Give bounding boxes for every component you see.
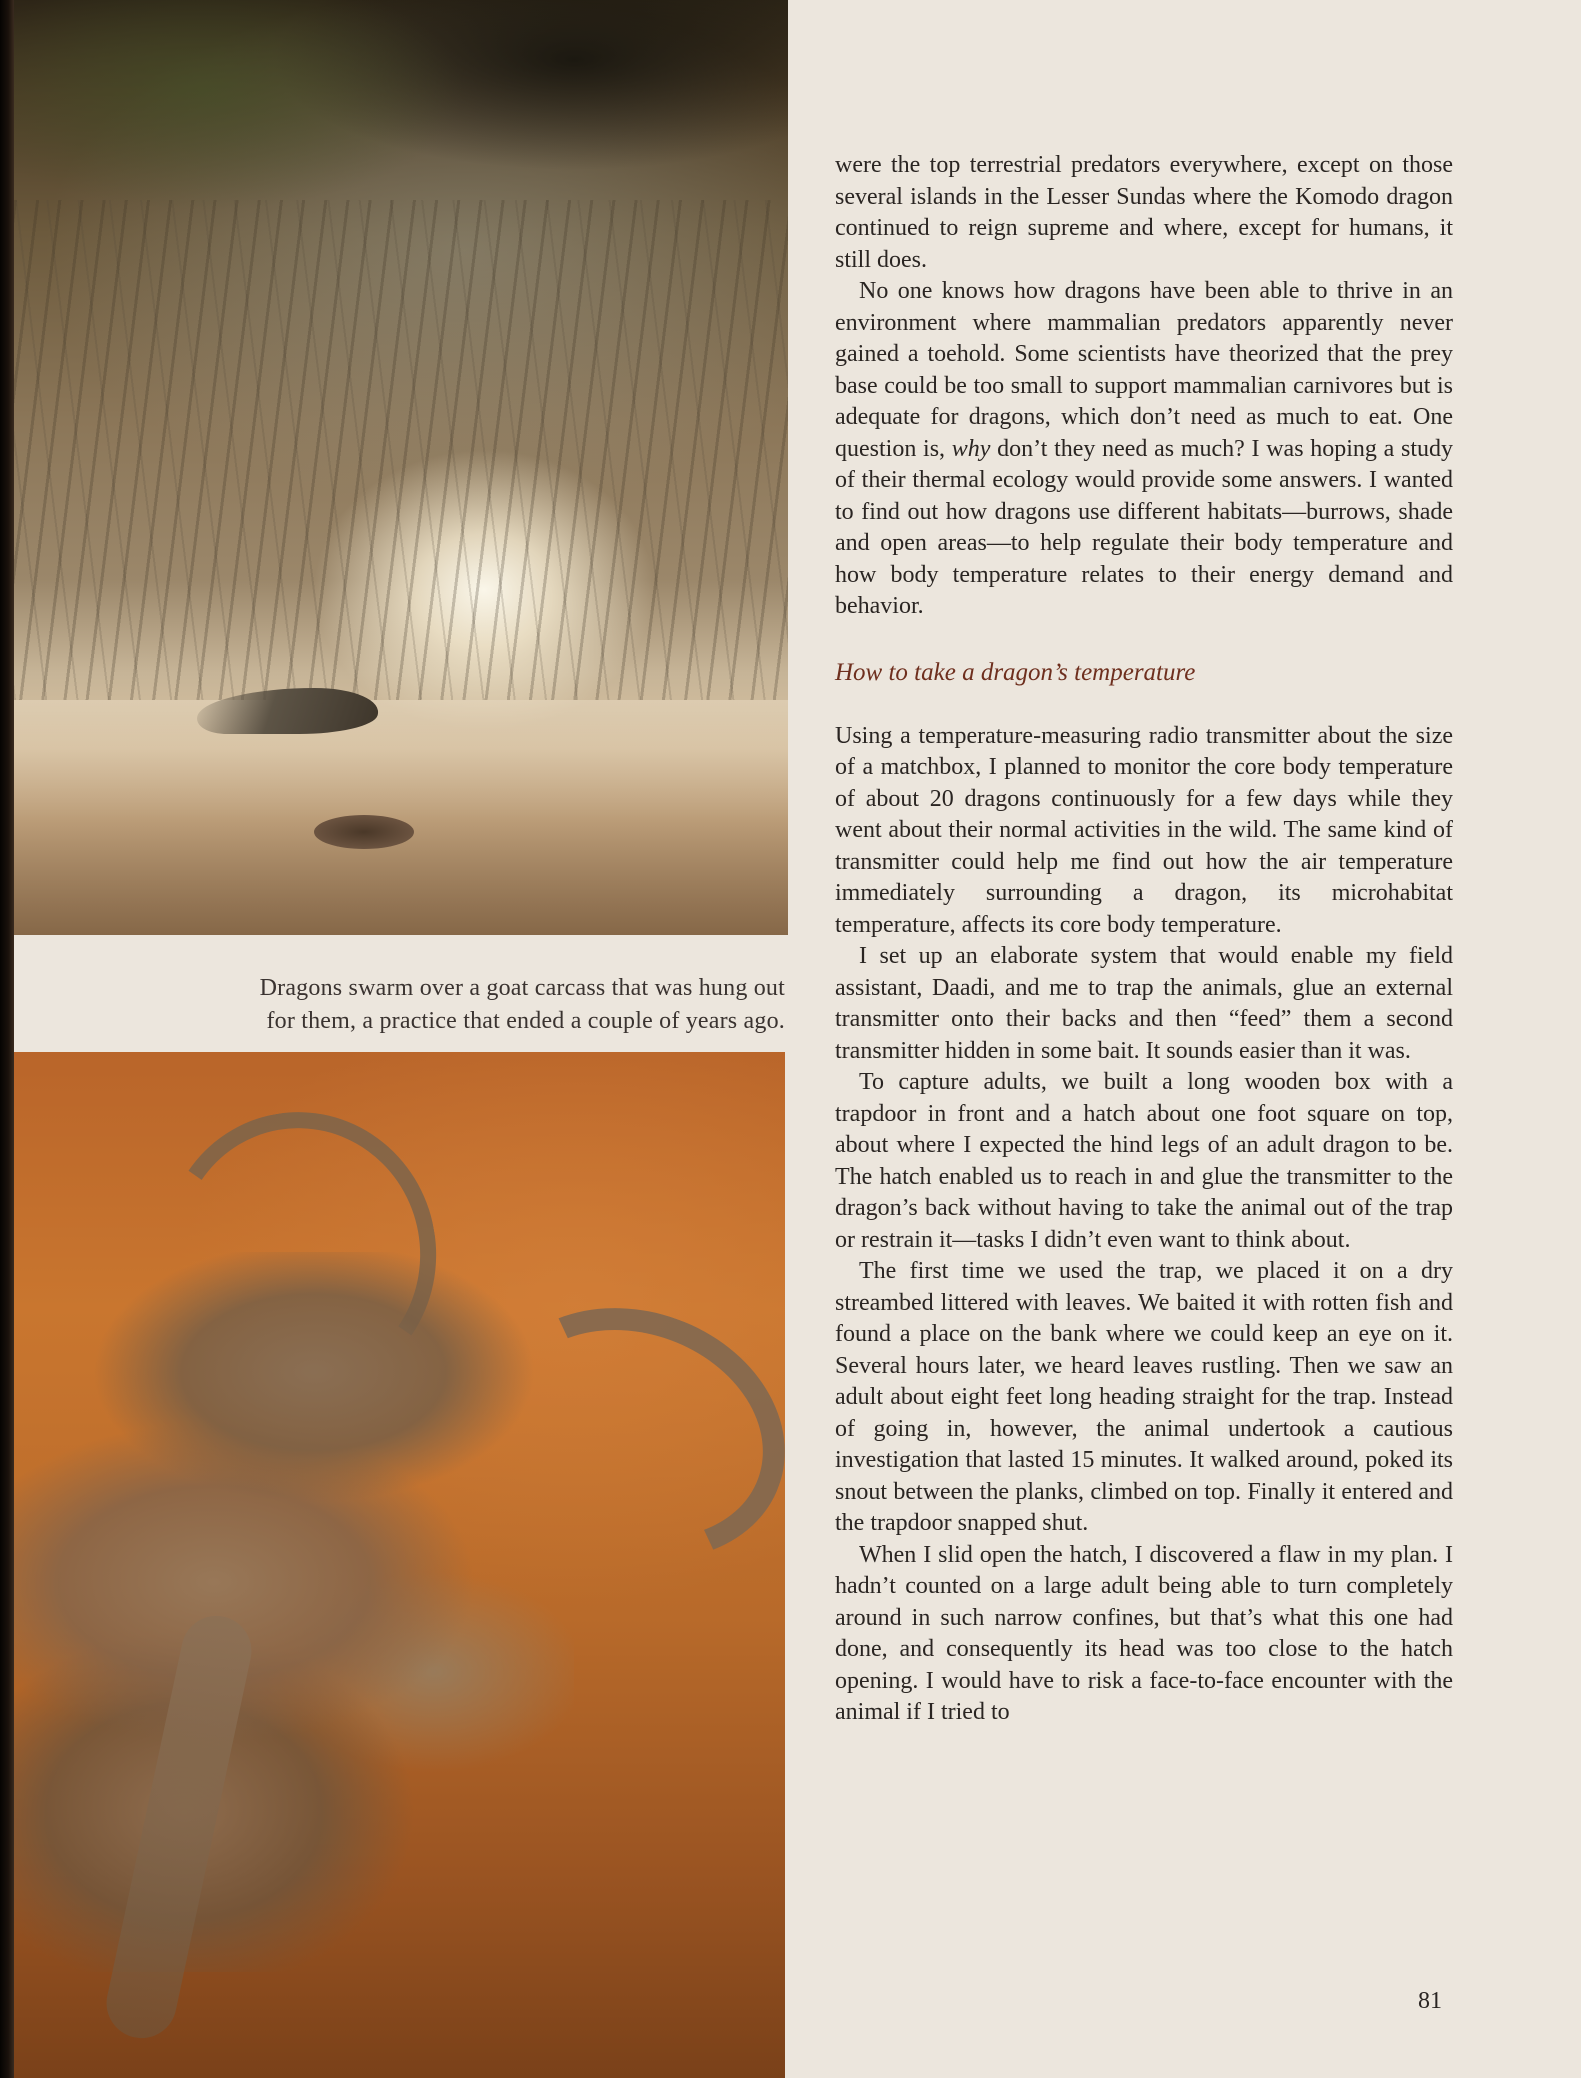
article-subheading: How to take a dragon’s temperature — [835, 658, 1196, 686]
article-paragraph-5: To capture adults, we built a long wooden box with a trapdoor in front and a hatch about one foot square on top, about where I expected the hind legs of an adult dragon to be. The hatch enabled us to reach in and glue the transmitter to the dragon’s back without having to take the animal out of the trap or restrain it—tasks I didn’t even want to think about. — [835, 1069, 1453, 1253]
photo-rock — [314, 815, 414, 849]
photo-dragon-in-forest — [14, 0, 788, 935]
page-number: 81 — [1418, 1988, 1442, 2014]
article-paragraph-4: I set up an elaborate system that would enable my field assistant, Daadi, and me to trap the animals, glue an external transmitter onto their backs and then “feed” them a second transmitter hidden in some bait. It sounds easier than it was. — [835, 943, 1453, 1064]
photo-dragons-on-carcass — [14, 1052, 785, 2078]
article-paragraph-2-start: No one knows how dragons have been able to thrive in an environment where mammalian predators apparently never gained a toehold. Some scientists have theorized that the prey base could be too small to support mammalian carnivores but is adequate for dragons, which don’t need as much to eat. One question is, — [835, 278, 1453, 462]
article-column — [835, 150, 1453, 1729]
photo-ground — [14, 700, 788, 935]
page-spine-shadow — [0, 0, 14, 2078]
caption-line-1: Dragons swarm over a goat carcass that was hung out — [259, 975, 785, 1001]
photo-dragon-pile — [14, 1252, 574, 1972]
article-paragraph-3: Using a temperature-measuring radio transmitter about the size of a matchbox, I planned to monitor the core body temperature of about 20 dragons continuously for a few days while they went about their normal activities in the wild. The same kind of transmitter could help me find out how the air temperature immediately surrounding a dragon, its microhabitat temperature, affects its core body temperature. — [835, 722, 1453, 938]
photo-caption — [60, 972, 785, 1038]
photo-trees — [14, 200, 788, 700]
article-paragraph-7: When I slid open the hatch, I discovered a flaw in my plan. I hadn’t counted on a large adult being able to turn completely around in such narrow confines, but that’s what this one had done, and consequently its head was too close to the hatch opening. I would have to risk a face-to-face encounter with the animal if I tried to — [835, 1541, 1453, 1725]
article-paragraph-2-emphasis: why — [951, 435, 991, 462]
article-paragraph-2-end: don’t they need as much? I was hoping a study of their thermal ecology would provide some answers. I wanted to find out how dragons use different habitats—burrows, shade and open areas—to help regulate their body temperature and how body temperature relates to their energy demand and behavior. — [835, 435, 1453, 619]
caption-line-2: for them, a practice that ended a couple of years ago. — [266, 1008, 785, 1034]
article-paragraph-1: were the top terrestrial predators everywhere, except on those several islands in the Lesser Sundas where the Komodo dragon continued to reign supreme and where, except for humans, it still does. — [835, 152, 1453, 273]
article-paragraph-6: The first time we used the trap, we placed it on a dry streambed littered with leaves. We baited it with rotten fish and found a place on the bank where we could keep an eye on it. Several hours later, we heard leaves rustling. Then we saw an adult about eight feet long heading straight for the trap. Instead of going in, however, the animal undertook a cautious investigation that lasted 15 minutes. It walked around, poked its snout between the planks, climbed on top. Finally it entered and the trapdoor snapped shut. — [835, 1258, 1453, 1536]
article-paragraph-2 — [835, 276, 1453, 623]
